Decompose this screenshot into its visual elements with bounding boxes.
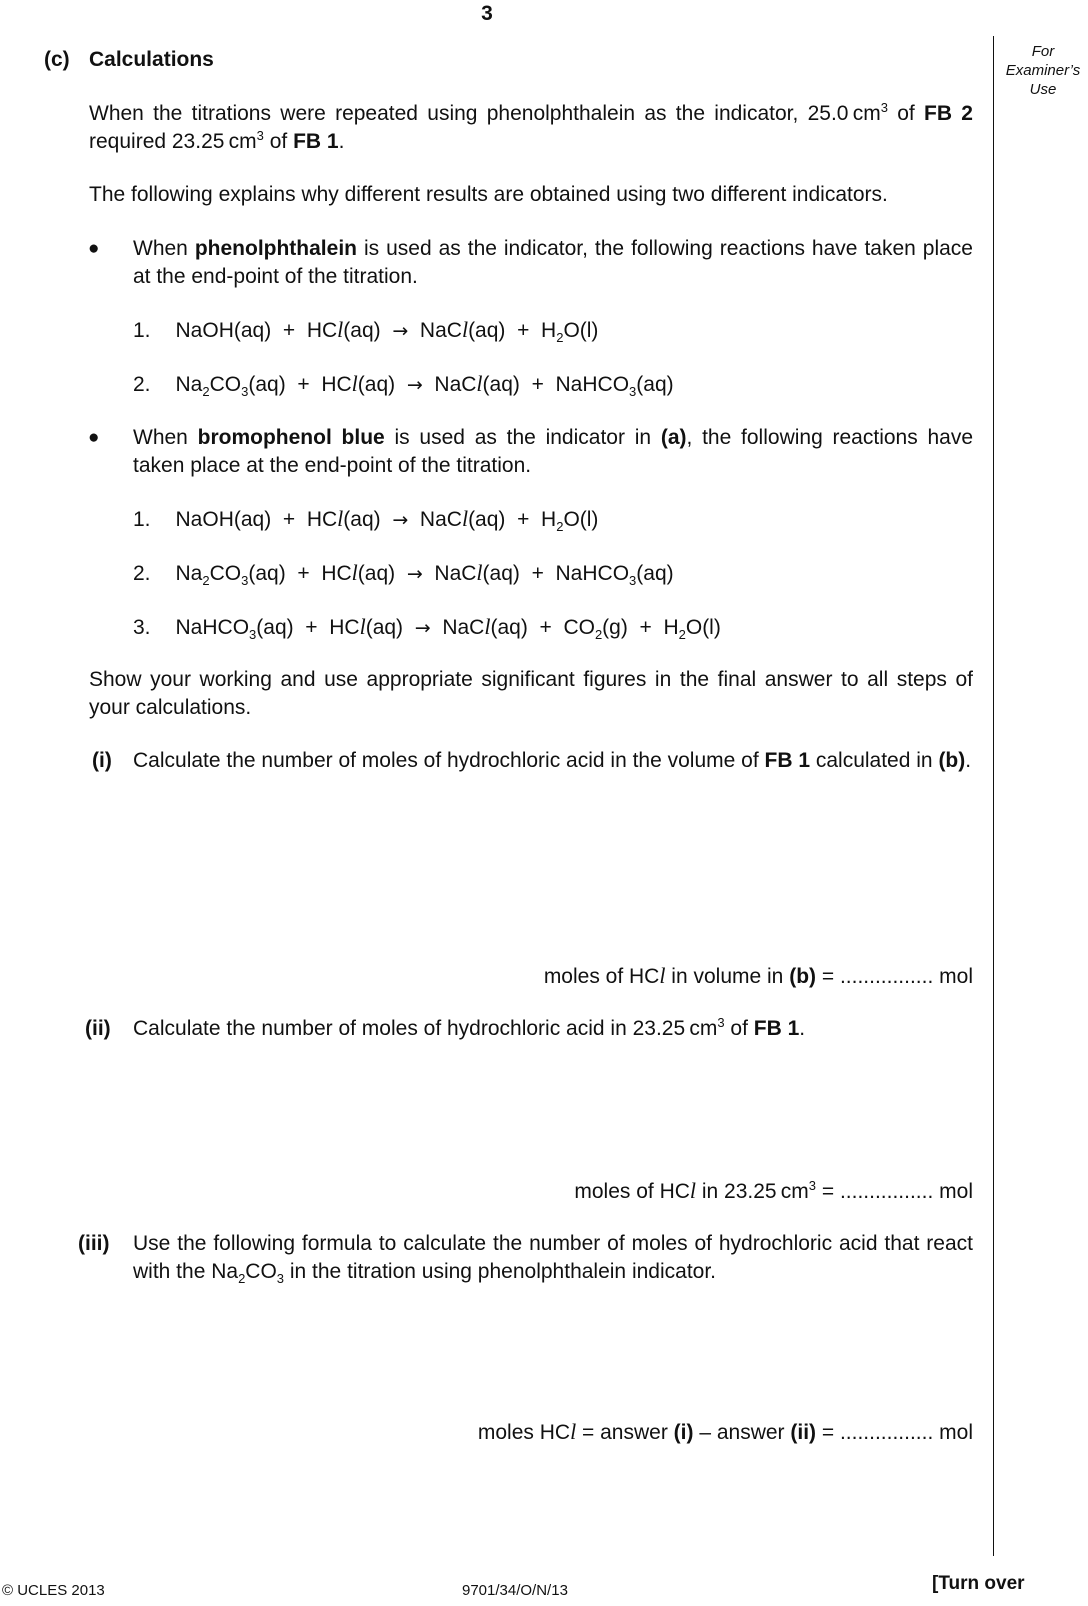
reaction-a2: 2. $Na_2CO_3(aq) + HCl(aq)$ → NaCl(aq) + NaHCO$_3$(aq) — [133, 371, 674, 399]
reaction-b1: 1. NaOH(aq) + HCl(aq) → NaCl(aq) + $H_2O(l)$ — [133, 506, 599, 534]
question-iii-answer-line: moles HCl = answer (i) – answer (ii) = ................ mol — [477, 1419, 973, 1444]
bullet-2-icon: ● — [88, 427, 100, 448]
reaction-b2: 2. $Na_2CO_3(aq) + HCl(aq)$ → NaCl(aq) + NaHCO$_3$(aq) — [133, 560, 674, 588]
footer-turn-over: [Turn over — [932, 1573, 1025, 1594]
footer-paper-code: 9701/34/O/N/13 — [462, 1582, 568, 1599]
question-i-answer-line: moles of HCl in volume in (b) = ................ mol — [543, 963, 973, 988]
question-ii-label: (ii) — [85, 1017, 111, 1040]
question-ii-answer-line: moles of HCl in 23.25 $cm^3$ = ................ mol — [574, 1178, 973, 1203]
instruction-paragraph: Show your working and use appropriate significant figures in the final answer to all steps of your calculations. — [89, 668, 973, 719]
reaction-b3: 3. NaHCO$_3$(aq) + HCl(aq) → NaCl(aq) + $CO_2(g) + H_2O(l)$ — [133, 614, 721, 642]
examiner-use-label — [998, 42, 1088, 99]
question-i-label: (i) — [92, 749, 112, 772]
question-ii-text: Calculate the number of moles of hydrochloric acid in 23.25 $cm^3$ of FB 1. — [133, 1015, 806, 1040]
intro-paragraph: When the titrations were repeated using phenolphthalein as the indicator, 25.0 $cm^3$ of FB 2 required 23.25 $cm^3$ of FB 1. — [89, 100, 973, 153]
examiner-line1: For — [1031, 43, 1055, 60]
bullet-2-text: When bromophenol blue is used as the indicator in (a), the following reactions have taken place at the end-point of the titration. — [133, 426, 974, 477]
question-i-text: Calculate the number of moles of hydrochloric acid in the volume of FB 1 calculated in (b). — [133, 749, 972, 772]
reaction-a1: 1. NaOH(aq) + HCl(aq) → NaCl(aq) + $H_2O(l)$ — [133, 317, 599, 345]
examiner-line2: Examiner’s — [1005, 62, 1081, 79]
examiner-margin-line — [993, 36, 994, 1556]
page-number: 3 — [481, 2, 493, 25]
bullet-1-text: When phenolphthalein is used as the indicator, the following reactions have taken place at the end-point of the titration. — [133, 237, 973, 288]
section-label: (c) — [44, 48, 70, 71]
question-iii-label: (iii) — [78, 1232, 110, 1255]
section-title: Calculations — [89, 48, 214, 71]
footer-copyright: © UCLES 2013 — [2, 1582, 105, 1599]
examiner-line3: Use — [1029, 81, 1057, 98]
bullet-1-icon: ● — [88, 238, 100, 259]
question-iii-text: Use the following formula to calculate the number of moles of hydrochloric acid that react with the $Na_2CO_3$ in the titration using phenolphthalein indicator. — [133, 1232, 973, 1286]
explanation-paragraph: The following explains why different results are obtained using two different indicators. — [89, 183, 888, 206]
